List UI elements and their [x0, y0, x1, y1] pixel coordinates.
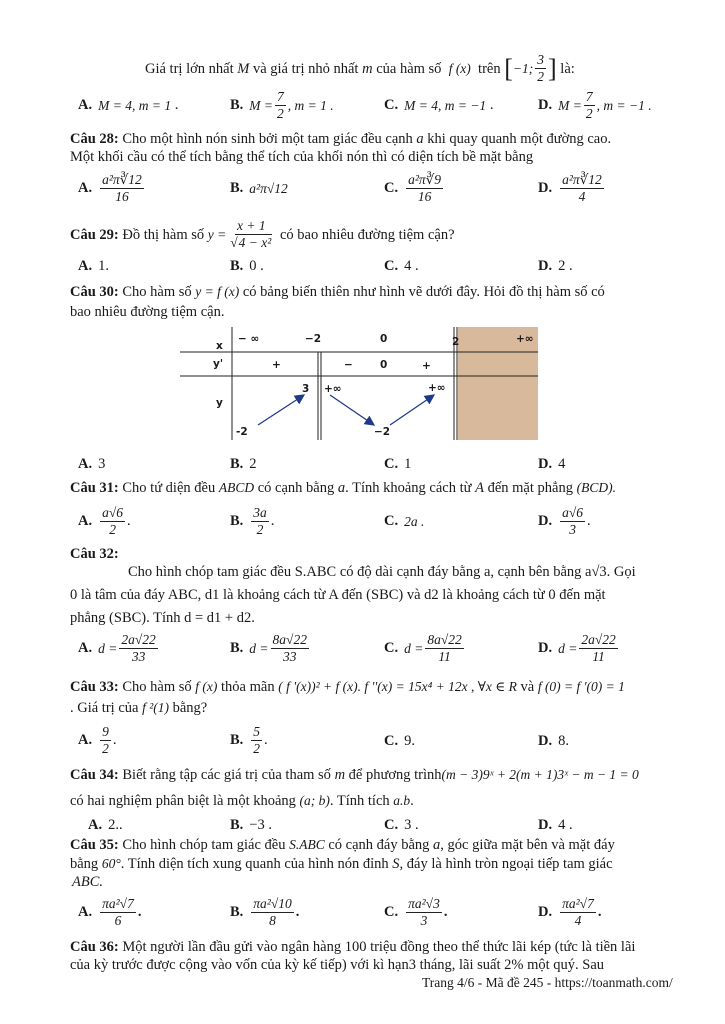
q32-option-d[interactable]	[538, 632, 620, 665]
option-label: A.	[78, 732, 93, 748]
option-fraction	[425, 632, 463, 665]
q28-option-c[interactable]	[384, 172, 445, 205]
option-text: M = 4, m = −1	[404, 97, 487, 113]
option-label: C.	[384, 904, 399, 920]
option-fraction	[100, 896, 136, 929]
denominator: 4	[578, 189, 586, 204]
denominator: 2	[253, 741, 261, 756]
option-text: , m = 1 .	[287, 97, 334, 113]
numerator: a²π∛12	[562, 172, 602, 187]
vertex-s: S	[392, 856, 400, 872]
option-text: d =	[98, 640, 118, 656]
variation-table-graphic	[180, 327, 538, 440]
option-text: 1	[404, 456, 412, 472]
q30-option-a[interactable]	[78, 456, 105, 473]
stem-text: . Giá trị của	[70, 700, 139, 716]
option-text: 4	[558, 456, 566, 472]
q33-option-a[interactable]	[78, 724, 116, 757]
x-value: −2	[305, 333, 322, 345]
q32-line2: 0 là tâm của đáy ABC, d1 là khoảng cách từ A đến (SBC) và d2 là khoảng cách từ 0 đến mặt	[70, 587, 606, 603]
q29-stem	[70, 218, 455, 251]
option-text: 2a .	[404, 513, 425, 529]
denominator: 2	[277, 106, 284, 121]
stem-text: có cạnh đáy bằng	[328, 837, 430, 853]
denominator: 3	[569, 522, 576, 537]
y-value: +∞	[324, 383, 342, 395]
equation: (m − 3)9ˣ + 2(m + 1)3ˣ − m − 1 = 0	[441, 767, 639, 782]
q32-option-b[interactable]	[230, 632, 311, 665]
denominator: 11	[592, 649, 605, 664]
stem-text: Giá trị lớn nhất	[145, 60, 234, 77]
option-text: 2	[249, 456, 257, 472]
numerator: 3a	[253, 505, 267, 520]
var-m: m	[362, 60, 373, 77]
page-footer: Trang 4/6 - Mã đề 245 - https://toanmath.com/	[422, 975, 673, 990]
option-fraction	[560, 172, 604, 205]
option-label: C.	[384, 97, 399, 113]
q36-line2: của kỳ trước được cộng vào vốn của kỳ kế tiếp) với kì hạn3 tháng, lãi suất 2% một quý. Sau	[70, 957, 605, 973]
denominator: √4 − x²	[230, 235, 272, 250]
numerator: 3	[537, 52, 544, 67]
q32-line1: Cho hình chóp tam giác đều S.ABC có độ dài cạnh đáy bằng a, cạnh bên bằng a√3. Gọi	[128, 564, 636, 580]
q30-option-c[interactable]	[384, 456, 411, 473]
option-label: A.	[88, 817, 103, 833]
question-label: Câu 29:	[70, 226, 119, 243]
option-text: .	[174, 97, 179, 113]
q28-line1	[70, 130, 611, 148]
option-fraction	[560, 505, 585, 538]
q33-line1	[70, 678, 625, 696]
denominator: 2	[109, 522, 116, 537]
q36-line1	[70, 938, 635, 956]
option-label: B.	[230, 904, 244, 920]
interval-fraction	[535, 52, 546, 85]
option-label: D.	[538, 258, 553, 274]
option-text: 4 .	[558, 817, 573, 833]
option-b[interactable]	[230, 89, 334, 122]
initial-condition: f (0) = f '(0) = 1	[537, 679, 625, 694]
numerator: 8a√22	[427, 632, 462, 647]
numerator: 7	[277, 89, 284, 104]
q32-line3: phẳng (SBC). Tính d = d1 + d2.	[70, 610, 255, 626]
q29-option-c[interactable]	[384, 258, 419, 275]
interval: (a; b)	[299, 793, 330, 808]
denominator: 2	[537, 69, 544, 84]
q34-line2	[70, 792, 414, 810]
point-a: A	[475, 480, 484, 496]
numerator: 8a√22	[272, 632, 307, 647]
option-label: C.	[384, 456, 399, 472]
stem-text: để phương trình	[348, 767, 442, 783]
equation: ( f '(x))² + f (x). f ''(x) = 15x⁴ + 12x , ∀x ∈ R	[278, 679, 517, 694]
denominator: 33	[131, 649, 146, 664]
option-text: 3 .	[404, 817, 419, 833]
pyramid-name: S.ABC	[289, 837, 325, 852]
option-text: .	[112, 732, 117, 748]
denominator: 8	[269, 913, 276, 928]
yprime-sign: +	[272, 359, 281, 371]
numerator: 2a√22	[581, 632, 616, 647]
q28-option-b[interactable]	[230, 180, 288, 197]
var-M: M	[237, 60, 250, 77]
q35-line3: ABC.	[72, 874, 104, 890]
q34-line1	[70, 766, 639, 784]
radicand: 4 − x²	[238, 235, 272, 250]
plane-bcd: (BCD).	[576, 480, 616, 495]
numerator: πa²√3	[408, 896, 440, 911]
option-label: A.	[78, 456, 93, 472]
q31-option-d[interactable]: D. $\frac{a√6}{3}$ .	[538, 505, 591, 537]
q31-stem	[70, 479, 616, 497]
stem-text: là:	[560, 60, 575, 77]
option-text: 3	[98, 456, 106, 472]
stem-text: , góc giữa mặt bên và mặt đáy	[440, 837, 615, 853]
stem-text: Cho hàm số	[122, 284, 192, 300]
stem-text: Một người lần đầu gửi vào ngân hàng 100 triệu đồng theo thể thức lãi kép (tức là tiền lãi	[122, 939, 636, 955]
stem-text: . Tính diện tích xung quanh của hình nón đỉnh	[120, 856, 389, 872]
option-text: d =	[558, 640, 578, 656]
option-text: .	[264, 732, 268, 748]
option-text: −3 .	[249, 817, 272, 833]
y-value: 3	[302, 383, 310, 395]
option-text: M =	[249, 97, 274, 113]
option-label: D.	[538, 640, 553, 656]
stem-text: thỏa mãn	[221, 679, 275, 695]
option-label: D.	[538, 513, 553, 529]
var-m: m	[334, 767, 346, 783]
numerator: a√6	[102, 505, 124, 520]
func-fx: f (x)	[195, 679, 218, 694]
option-text: d =	[249, 640, 269, 656]
numerator: a²π∛9	[408, 172, 442, 187]
option-d[interactable]	[538, 89, 652, 122]
option-fraction	[271, 632, 309, 665]
option-label: D.	[538, 97, 553, 113]
option-label: B.	[230, 817, 244, 833]
option-text: 9.	[404, 733, 415, 749]
option-text: , m = −1 .	[596, 97, 652, 113]
y-value: −2	[374, 426, 391, 438]
tetra-name: ABCD	[218, 480, 255, 495]
option-label: C.	[384, 258, 399, 274]
option-label: D.	[538, 180, 553, 196]
q34-option-d[interactable]	[538, 817, 573, 834]
numerator: 5	[253, 724, 261, 739]
option-label: A.	[78, 640, 93, 656]
option-text: 0 .	[249, 258, 264, 274]
question-label: Câu 33:	[70, 679, 119, 695]
q29-option-b[interactable]	[230, 258, 264, 275]
numerator: 7	[585, 89, 593, 104]
option-fraction	[406, 896, 442, 929]
option-label: D.	[538, 904, 553, 920]
q30-option-b[interactable]	[230, 456, 257, 473]
stem-text: Đồ thị hàm số	[122, 226, 205, 243]
question-label: Câu 34:	[70, 767, 119, 783]
option-fraction	[560, 896, 596, 929]
var-a: a	[416, 131, 424, 147]
stem-text: có cạnh bằng	[257, 480, 335, 496]
stem-text: khi quay quanh một đường cao.	[427, 131, 612, 147]
option-text: 2 .	[558, 258, 573, 274]
y-value: +∞	[428, 382, 446, 394]
stem-text: Cho tứ diện đều	[122, 480, 216, 496]
yprime-sign: +	[422, 360, 431, 372]
numerator: a²π∛12	[102, 172, 142, 187]
option-fraction	[119, 632, 157, 665]
var-a: a	[433, 837, 441, 853]
stem-text: .	[410, 793, 414, 809]
question-label: Câu 31:	[70, 480, 119, 496]
interval-left: −1;	[512, 60, 534, 76]
yprime-zero: 0	[380, 359, 388, 371]
variation-table	[180, 327, 538, 440]
q31-option-b[interactable]: B. $\frac{3a}{2}$ .	[230, 505, 275, 537]
option-label: B.	[230, 97, 244, 113]
option-text: 8.	[558, 733, 569, 749]
denominator: 16	[115, 189, 129, 204]
stem-text: và	[520, 679, 535, 695]
stem-text: Cho hàm số	[122, 679, 192, 695]
interval-bracket: [	[504, 53, 513, 83]
stem-text: có bao nhiêu đường tiệm cận?	[279, 226, 455, 243]
numerator: 9	[102, 724, 109, 739]
option-label: C.	[384, 513, 399, 529]
option-fraction	[100, 724, 111, 757]
denominator: 4	[574, 913, 582, 928]
y-value: -2	[236, 426, 248, 438]
q30-line1	[70, 283, 605, 301]
option-fraction	[275, 89, 286, 122]
q32-option-a[interactable]	[78, 632, 160, 665]
variation-arrow-up	[390, 395, 434, 425]
question-label: Câu 35:	[70, 837, 119, 853]
question-label: Câu 30:	[70, 284, 119, 300]
var-a: a	[337, 480, 346, 496]
row-label-yprime: y'	[213, 358, 224, 370]
stem-text: bằng?	[172, 700, 208, 716]
q35-line1	[70, 836, 615, 854]
option-label: C.	[384, 180, 399, 196]
q31-option-c[interactable]	[384, 513, 424, 530]
numerator: πa²√10	[253, 896, 292, 911]
option-label: B.	[230, 640, 244, 656]
option-label: B.	[230, 258, 244, 274]
numerator: x + 1	[236, 218, 266, 233]
option-label: B.	[230, 180, 244, 196]
option-fraction	[251, 505, 269, 538]
q28-line2: Một khối cầu có thể tích bằng thể tích của khối nón thì có diện tích bề mặt bằng	[70, 149, 534, 165]
option-text: 4 .	[404, 258, 419, 274]
option-fraction	[251, 724, 262, 757]
q29-option-d[interactable]	[538, 258, 573, 275]
denominator: 2	[585, 106, 593, 121]
q28-option-d[interactable]	[538, 172, 606, 205]
stem-text: Biết rằng tập các giá trị của tham số	[122, 767, 331, 783]
product-ab: a.b	[393, 793, 411, 808]
stem-text: trên	[478, 60, 501, 77]
stem-text: Cho hình chóp tam giác đều	[122, 837, 286, 853]
q29-fraction	[228, 218, 274, 251]
option-fraction	[100, 172, 144, 205]
stem-text: . Tính khoảng cách từ	[345, 480, 472, 496]
denominator: 6	[114, 913, 122, 928]
x-value: +∞	[516, 333, 534, 345]
q31-option-a[interactable]: A. $\frac{a√6}{2}$ .	[78, 505, 131, 537]
stem-text: có bảng biến thiên như hình vẽ dưới đây. Hỏi đồ thị hàm số có	[242, 284, 605, 300]
q30-option-d[interactable]	[538, 456, 565, 473]
interval-bracket: ]	[548, 53, 557, 83]
option-text: .	[489, 97, 494, 113]
option-label: C.	[384, 817, 399, 833]
denominator: 2	[102, 741, 109, 756]
x-value: 2	[452, 336, 460, 348]
q33-option-b[interactable]	[230, 724, 268, 757]
stem-text: của hàm số	[376, 60, 442, 77]
option-label: D.	[538, 456, 553, 472]
q35-option-d[interactable]: D. $\frac{\text{πa²√7}}{4}$ .	[538, 896, 602, 928]
q29-option-a[interactable]	[78, 258, 109, 275]
question-label: Câu 28:	[70, 131, 119, 147]
option-label: A.	[78, 904, 93, 920]
q32-option-c[interactable]	[384, 632, 466, 665]
q32-label: Câu 32:	[70, 546, 119, 562]
question-label: Câu 36:	[70, 939, 119, 955]
stem-text: bằng	[70, 856, 99, 872]
denominator: 16	[417, 189, 432, 204]
x-value: 0	[380, 333, 388, 345]
y-equals: y =	[207, 226, 227, 242]
denominator: 2	[256, 522, 264, 537]
option-text: M = 4, m = 1	[98, 97, 172, 113]
option-fraction	[100, 505, 125, 538]
option-fraction	[251, 896, 293, 929]
option-c[interactable]	[384, 97, 493, 114]
denominator: 11	[438, 649, 451, 664]
q34-option-b[interactable]	[230, 817, 272, 834]
numerator: 2a√22	[121, 632, 156, 647]
row-label-y: y	[216, 397, 223, 409]
func-y: y = f (x)	[195, 284, 240, 299]
q35-option-a[interactable]: A. $\frac{\text{πa²√7}}{6}$ .	[78, 896, 142, 928]
stem-text: và giá trị nhỏ nhất	[252, 60, 359, 77]
option-label: B.	[230, 513, 244, 529]
option-text: M =	[558, 97, 582, 113]
q34-option-c[interactable]	[384, 817, 419, 834]
variation-arrow-up	[258, 395, 304, 425]
q35-option-c[interactable]: C. $\frac{\text{πa²√3}}{3}$ .	[384, 896, 448, 928]
option-text: 2..	[108, 817, 123, 833]
option-label: C.	[384, 640, 399, 656]
option-label: D.	[538, 817, 553, 833]
option-label: A.	[78, 97, 93, 113]
q33-option-c[interactable]	[384, 733, 415, 750]
q34-option-a[interactable]	[88, 817, 123, 834]
option-label: C.	[384, 733, 399, 749]
option-text: a²π√12	[249, 180, 288, 196]
row-label-x: x	[216, 340, 223, 352]
option-fraction	[584, 89, 595, 122]
option-label: A.	[78, 513, 93, 529]
q33-line2	[70, 699, 207, 717]
option-fraction	[579, 632, 617, 665]
f-squared: f ²(1)	[142, 700, 169, 715]
q33-option-d[interactable]	[538, 733, 569, 750]
option-a[interactable]	[78, 97, 178, 114]
yprime-sign: −	[344, 359, 353, 371]
stem-text: có hai nghiệm phân biệt là một khoảng	[70, 793, 296, 809]
denominator: 33	[283, 649, 297, 664]
q35-option-b[interactable]: B. $\frac{\text{πa²√10}}{8}$ .	[230, 896, 300, 928]
option-text: 1.	[98, 258, 109, 274]
option-label: A.	[78, 180, 93, 196]
numerator: πa²√7	[102, 896, 134, 911]
stem-text: Cho một hình nón sinh bởi một tam giác đều cạnh	[122, 131, 413, 147]
stem-text: , đáy là hình tròn ngoại tiếp tam giác	[399, 856, 613, 872]
q35-line2	[70, 855, 613, 873]
stem-text: . Tính tích	[329, 793, 390, 809]
q30-line2: bao nhiêu đường tiệm cận.	[70, 304, 225, 320]
option-label: B.	[230, 456, 244, 472]
option-fraction	[406, 172, 443, 205]
numerator: a√6	[562, 505, 584, 520]
top-question-stem	[145, 52, 575, 85]
func-fx: f (x)	[448, 60, 471, 76]
option-label: D.	[538, 733, 553, 749]
option-label: B.	[230, 732, 244, 748]
numerator: πa²√7	[562, 896, 594, 911]
option-label: A.	[78, 258, 93, 274]
angle: 60°	[101, 856, 121, 871]
variation-arrow-down	[330, 395, 374, 425]
option-text: d =	[404, 640, 424, 656]
x-value: − ∞	[238, 333, 260, 345]
q28-option-a[interactable]	[78, 172, 146, 205]
denominator: 3	[420, 913, 428, 928]
stem-text: đến mặt phẳng	[487, 480, 573, 496]
